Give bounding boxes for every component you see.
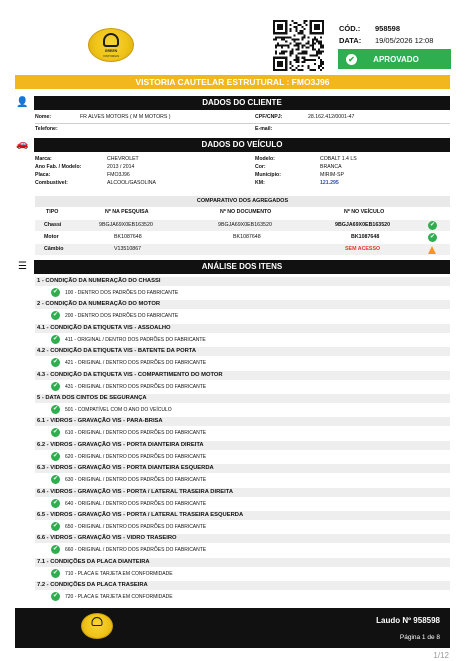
check-circle-icon: ✔ [52, 289, 59, 295]
analysis-item-result-text: 431 - ORIGINAL / DENTRO DOS PADRÕES DO FABRICANTE [65, 383, 207, 390]
analysis-item-result-text: 630 - ORIGINAL / DENTRO DOS PADRÕES DO FABRICANTE [65, 476, 207, 483]
page-indicator: Página 1 de 8 [399, 634, 440, 641]
check-circle-icon: ✔ [429, 222, 436, 228]
analysis-item-result-text: 620 - ORIGINAL / DENTRO DOS PADRÕES DO FABRICANTE [65, 453, 207, 460]
veiculo-cor-value: BRANCA [320, 164, 342, 170]
logo-omega-icon [92, 617, 103, 626]
cmp-row-motor [35, 232, 450, 243]
analysis-item-title: 4.2 - CONDIÇÃO DA ETIQUETA VIS - BATENTE DA PORTA [35, 347, 450, 356]
analysis-item-result-text: 660 - ORIGINAL / DENTRO DOS PADRÕES DO FABRICANTE [65, 546, 207, 553]
check-circle-icon: ✔ [52, 523, 59, 529]
check-circle-icon: ✔ [52, 429, 59, 435]
analysis-item-result-text: 100 - DENTRO DOS PADRÕES DO FABRICANTE [65, 289, 179, 296]
logo-subtext: VISTORIAS [103, 54, 119, 58]
check-circle-icon: ✔ [52, 312, 59, 318]
status-label: APROVADO [373, 54, 419, 64]
analysis-item-title: 2 - CONDIÇÃO DA NUMERAÇÃO DO MOTOR [35, 300, 450, 309]
cliente-nome-value: FR ALVES MOTORS ( M M MOTORS ) [80, 114, 171, 120]
warning-icon [428, 246, 436, 254]
cmp-row-chassi [35, 220, 450, 231]
veiculo-placa-label: Placa: [35, 172, 51, 178]
cmp-row-cambio [35, 244, 450, 255]
cod-value: 958598 [375, 24, 401, 33]
section-title-analise: ANÁLISE DOS ITENS [34, 260, 450, 274]
check-circle-icon: ✔ [429, 234, 436, 240]
analysis-item-title: 7.2 - CONDIÇÕES DA PLACA TRASEIRA [35, 581, 450, 590]
veiculo-municipio-value: MIRIM-SP [320, 172, 344, 178]
veiculo-modelo-value: COBALT 1.4 LS [320, 156, 357, 162]
analysis-item-result-text: 411 - ORIGINAL / DENTRO DOS PADRÕES DO FABRICANTE [65, 336, 206, 343]
comparativo-title: COMPARATIVO DOS AGREGADOS [35, 196, 450, 207]
veiculo-ano-label: Ano Fab. / Modelo: [35, 164, 82, 170]
cmp-veiculo: 9BGJA69X0EB163520 [335, 222, 391, 228]
check-circle-icon: ✔ [52, 570, 59, 576]
cmp-documento: BK1087648 [233, 234, 261, 240]
divider [35, 123, 450, 124]
cmp-tipo: Motor [44, 234, 59, 240]
analysis-item-result-text: 200 - DENTRO DOS PADRÕES DO FABRICANTE [65, 312, 179, 319]
check-circle-icon: ✔ [52, 500, 59, 506]
section-title-cliente: DADOS DO CLIENTE [34, 96, 450, 110]
analysis-item-result-text: 640 - ORIGINAL / DENTRO DOS PADRÕES DO FABRICANTE [65, 500, 207, 507]
section-cliente [15, 96, 450, 110]
car-icon: 🚗 [16, 139, 29, 150]
veiculo-marca-label: Marca: [35, 156, 52, 162]
veiculo-combustivel-label: Combustível: [35, 180, 68, 186]
check-circle-icon: ✔ [52, 383, 59, 389]
cmp-veiculo: SEM ACESSO [345, 246, 381, 252]
section-veiculo [15, 138, 450, 152]
cmp-pesquisa: V13510867 [114, 246, 142, 252]
checklist-icon: ☰ [15, 260, 30, 274]
cmp-header-documento: Nº NO DOCUMENTO [220, 209, 272, 215]
analysis-item-title: 6.5 - VIDROS - GRAVAÇÃO VIS - PORTA / LATERAL TRASEIRA ESQUERDA [35, 511, 450, 520]
data-value: 19/05/2026 12:08 [375, 36, 434, 45]
analysis-item-result-text: 501 - COMPATÍVEL COM O ANO DO VEÍCULO [65, 406, 172, 413]
cod-label: CÓD.: [339, 24, 361, 33]
veiculo-modelo-label: Modelo: [255, 156, 275, 162]
veiculo-ano-value: 2013 / 2014 [107, 164, 135, 170]
cmp-documento: 9BGJA69X0EB163520 [218, 222, 272, 228]
check-circle-icon: ✔ [52, 546, 59, 552]
cmp-header-tipo: TIPO [46, 209, 59, 215]
analysis-item-title: 6.1 - VIDROS - GRAVAÇÃO VIS - PARA-BRISA [35, 417, 450, 426]
analysis-item-result-text: 650 - ORIGINAL / DENTRO DOS PADRÕES DO FABRICANTE [65, 523, 207, 530]
check-circle-icon: ✔ [52, 336, 59, 342]
analysis-item-title: 7.1 - CONDIÇÕES DA PLACA DIANTEIRA [35, 558, 450, 567]
cliente-email-label: E-mail: [255, 126, 273, 132]
veiculo-marca-value: CHEVROLET [107, 156, 139, 162]
cmp-header-veiculo: Nº NO VEÍCULO [344, 209, 385, 215]
person-card-icon: 👤 [16, 97, 29, 108]
analysis-item-title: 4.3 - CONDIÇÃO DA ETIQUETA VIS - COMPARTIMENTO DO MOTOR [35, 371, 450, 380]
footer-logo [81, 613, 113, 639]
analysis-item-title: 1 - CONDIÇÃO DA NUMERAÇÃO DO CHASSI [35, 277, 450, 286]
logo-text: GREEN [104, 49, 118, 53]
veiculo-km-value: 121.295 [320, 180, 339, 186]
analysis-item-title: 6.3 - VIDROS - GRAVAÇÃO VIS - PORTA DIANTEIRA ESQUERDA [35, 464, 450, 473]
veiculo-km-label: KM: [255, 180, 265, 186]
cliente-telefone-label: Telefone: [35, 126, 58, 132]
check-circle-icon: ✔ [346, 54, 357, 65]
analysis-item-title: 6.2 - VIDROS - GRAVAÇÃO VIS - PORTA DIANTEIRA DIREITA [35, 441, 450, 450]
veiculo-cor-label: Cor: [255, 164, 266, 170]
check-circle-icon: ✔ [52, 453, 59, 459]
cliente-cpf-value: 28.162.412/0001-47 [308, 114, 355, 120]
company-logo [88, 28, 134, 62]
laudo-number: Laudo Nº 958598 [376, 616, 440, 625]
report-meta [339, 23, 433, 47]
cmp-header-pesquisa: Nº NA PESQUISA [105, 209, 149, 215]
analysis-item-result-text: 421 - ORIGINAL / DENTRO DOS PADRÕES DO FABRICANTE [65, 359, 207, 366]
cmp-tipo: Chassi [44, 222, 62, 228]
cliente-nome-label: Nome: [35, 114, 52, 120]
analysis-item-result-text: 610 - ORIGINAL / DENTRO DOS PADRÕES DO FABRICANTE [65, 429, 207, 436]
section-title-veiculo: DADOS DO VEÍCULO [34, 138, 450, 152]
qr-code[interactable] [273, 20, 324, 71]
analysis-item-result-text: 720 - PLACA E TARJETA EM CONFORMIDADE [65, 593, 173, 600]
analysis-item-title: 5 - DATA DOS CINTOS DE SEGURANÇA [35, 394, 450, 403]
status-badge [338, 49, 451, 69]
analysis-item-title: 6.6 - VIDROS - GRAVAÇÃO VIS - VIDRO TRASEIRO [35, 534, 450, 543]
cmp-tipo: Câmbio [44, 246, 64, 252]
veiculo-municipio-label: Município: [255, 172, 281, 178]
logo-omega-icon [103, 33, 119, 47]
analysis-item-title: 6.4 - VIDROS - GRAVAÇÃO VIS - PORTA / LATERAL TRASEIRA DIREITA [35, 488, 450, 497]
analysis-item-result-text: 710 - PLACA E TARJETA EM CONFORMIDADE [65, 570, 173, 577]
check-circle-icon: ✔ [52, 406, 59, 412]
cliente-cpf-label: CPF/CNPJ: [255, 114, 283, 120]
cmp-pesquisa: BK1087648 [114, 234, 142, 240]
veiculo-combustivel-value: ALCOOL/GASOLINA [107, 180, 157, 186]
data-label: DATA: [339, 36, 362, 45]
viewer-page-count: 1/12 [433, 651, 449, 660]
check-circle-icon: ✔ [52, 593, 59, 599]
report-footer [15, 608, 450, 648]
check-circle-icon: ✔ [52, 359, 59, 365]
cmp-veiculo: BK1087648 [351, 234, 380, 240]
check-circle-icon: ✔ [52, 476, 59, 482]
section-analise [15, 260, 450, 274]
analysis-item-title: 4.1 - CONDIÇÃO DA ETIQUETA VIS - ASSOALHO [35, 324, 450, 333]
inspection-banner: VISTORIA CAUTELAR ESTRUTURAL : FMO3J96 [15, 75, 450, 89]
cmp-pesquisa: 9BGJA69X0EB163520 [99, 222, 153, 228]
veiculo-placa-value: FMO3J96 [107, 172, 130, 178]
